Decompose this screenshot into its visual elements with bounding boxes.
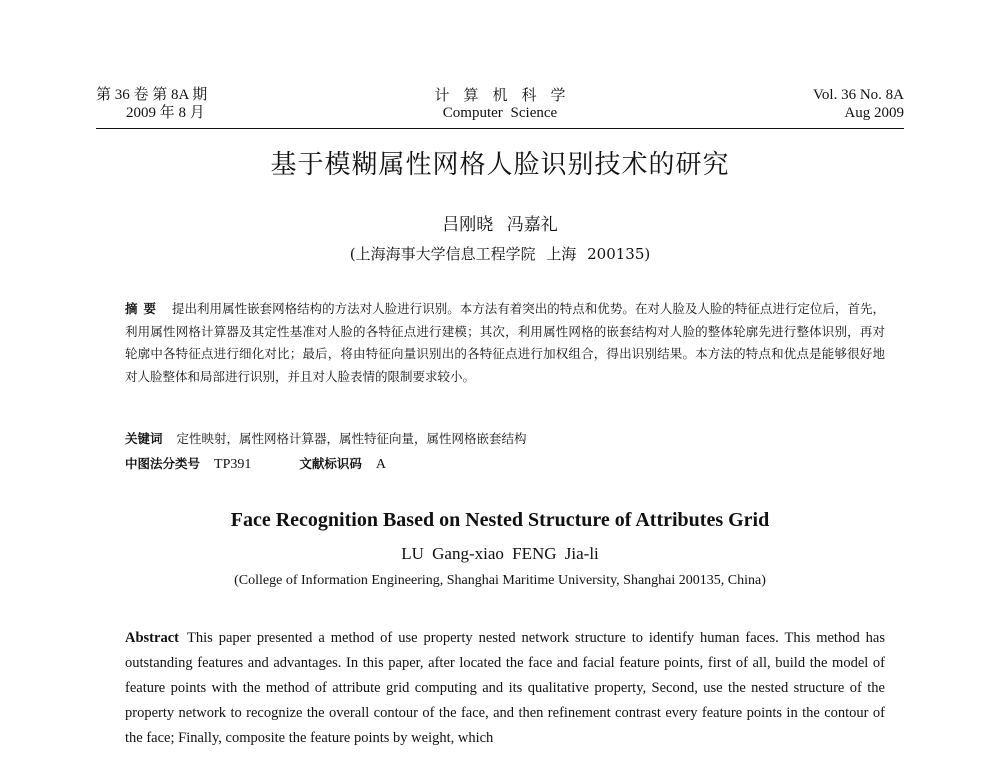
journal-name-en: Computer Science [442,105,558,121]
abstract-cn-label: 摘要 [125,301,163,316]
affiliation-en: (College of Information Engineering, Shanghai Maritime University, Shanghai 200135, China) [234,573,766,588]
abstract-en-label: Abstract [125,630,179,646]
doc-code-label: 文献标识码 [299,456,362,471]
publication-date-cn: 2009 年 8 月 [126,105,205,121]
clc-label: 中图法分类号 [125,456,201,471]
classification-line [125,454,386,475]
header-right [813,86,904,122]
abstract-en-text: This paper presented a method of use property nested network structure to identify human faces. This method has outstanding features and advantages. In this paper, after located the face and facial feature points, first of all, build the model of feature points with the method of attribute grid computing and its qualitative property, Second, use the nested structure of the property network to recognize the overall contour of the face, and then refinement contrast every feature points in the contour of the face; Finally, composite the feature points by weight, which [125,630,885,746]
authors-en: LU Gang-xiao FENG Jia-li [401,544,599,563]
abstract-cn [125,298,885,388]
abstract-en [125,626,885,751]
header-left [96,86,207,122]
header-center [346,86,654,122]
publication-date-en: Aug 2009 [844,105,904,121]
journal-name-cn: 计算机科学 [434,86,580,104]
volume-issue-en: Vol. 36 No. 8A [813,87,904,103]
volume-issue-cn: 第 36 卷 第 8A 期 [96,87,208,103]
authors-cn: 吕刚晓 冯嘉礼 [442,215,558,235]
keywords-cn [125,429,527,449]
keywords-cn-label: 关键词 [125,431,163,446]
paper-title-en: Face Recognition Based on Nested Structure of Attributes Grid [230,509,770,531]
clc-value: TP391 [214,457,252,472]
doc-code-value: A [375,457,386,472]
running-header [96,86,904,129]
affiliation-cn: (上海海事大学信息工程学院 上海 200135) [349,245,651,263]
paper-title-cn: 基于模糊属性网格人脸识别技术的研究 [270,150,730,180]
keywords-cn-text: 定性映射，属性网格计算器，属性特征向量，属性网格嵌套结构 [176,431,527,446]
abstract-cn-text: 提出利用属性嵌套网格结构的方法对人脸进行识别。本方法有着突出的特点和优势。在对人脸及人脸的特征点进行定位后，首先，利用属性网格计算器及其定性基准对人脸的各特征点进行建模；其次，利用属性网格的嵌套结构对人脸的整体轮廓先进行整体识别，再对轮廓中各特征点进行细化对比；最后，将由特征向量识别出的各特征点进行加权组合，得出识别结果。本方法的特点和优点是能够很好地对人脸整体和局部进行识别，并且对人脸表情的限制要求较小。 [125,301,885,384]
